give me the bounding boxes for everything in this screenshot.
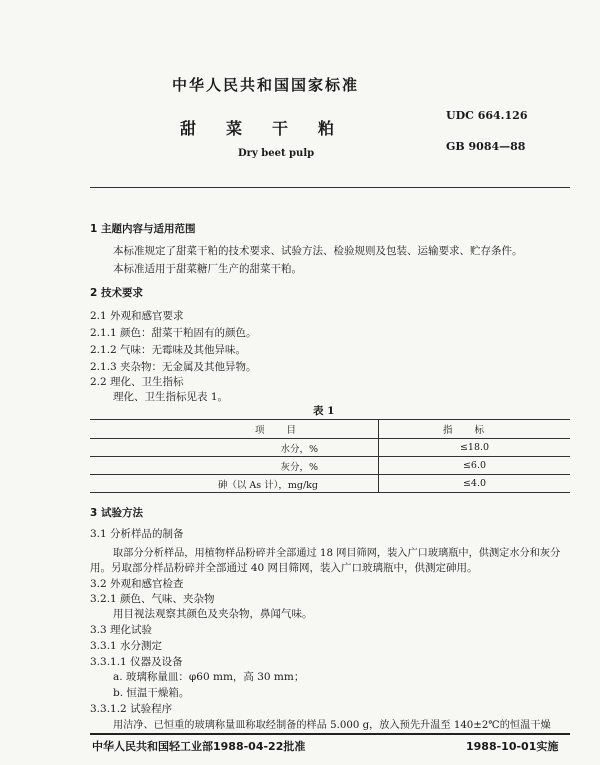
clause-2-1-3: 2.1.3 夹杂物：无金属及其他异物。 xyxy=(90,361,257,373)
table-cell-value: ≤4.0 xyxy=(379,475,571,493)
clause-3-3-1-1: 3.3.1.1 仪器及设备 xyxy=(90,656,183,668)
header-divider xyxy=(90,187,570,188)
clause-3-1-paragraph-2: 用。另取部分样品粉碎并全部通过 40 网目筛网，装入广口玻璃瓶中，供测定砷用。 xyxy=(90,562,478,574)
section-2-heading: 2 技术要求 xyxy=(90,287,143,299)
clause-2-1-2: 2.1.2 气味：无霉味及其他异味。 xyxy=(90,344,247,356)
table-cell-value: ≤6.0 xyxy=(379,457,571,475)
section-3-heading: 3 试验方法 xyxy=(90,507,143,519)
clause-3-2-1-paragraph: 用目视法观察其颜色及夹杂物，鼻闻气味。 xyxy=(113,608,313,620)
table-cell-item: 灰分，% xyxy=(90,457,379,475)
clause-3-3-1-2-paragraph: 用洁净、已恒重的玻璃称量皿称取经制备的样品 5.000 g，放入预先升温至 140±2℃的恒温干燥 xyxy=(113,720,551,731)
clause-3-3-1-1-item-a: a. 玻璃称量皿：φ60 mm，高 30 mm； xyxy=(113,671,305,683)
clause-3-2: 3.2 外观和感官检查 xyxy=(90,578,184,590)
table-header-value: 指标 xyxy=(379,420,571,439)
spec-table xyxy=(90,419,570,493)
udc-number: UDC 664.126 xyxy=(446,109,528,122)
clause-3-3-1: 3.3.1 水分测定 xyxy=(90,640,163,652)
table-cell-value: ≤18.0 xyxy=(379,439,571,457)
clause-2-2: 2.2 理化、卫生指标 xyxy=(90,376,184,388)
section-1-heading: 1 主题内容与适用范围 xyxy=(90,223,196,235)
clause-3-3-1-2: 3.3.1.2 试验程序 xyxy=(90,703,173,715)
clause-3-3-1-1-item-b: b. 恒温干燥箱。 xyxy=(113,687,190,699)
clause-2-1-1: 2.1.1 颜色：甜菜干粕固有的颜色。 xyxy=(90,327,257,339)
section-1-paragraph-1: 本标准规定了甜菜干粕的技术要求、试验方法、检验规则及包装、运输要求、贮存条件。 xyxy=(113,245,523,257)
table-row xyxy=(90,439,570,457)
clause-3-1: 3.1 分析样品的制备 xyxy=(90,528,184,540)
effective-date: 1988-10-01实施 xyxy=(466,740,559,753)
table-row xyxy=(90,475,570,493)
footer-divider xyxy=(90,733,570,735)
clause-3-2-1: 3.2.1 颜色、气味、夹杂物 xyxy=(90,593,215,605)
approval-note: 中华人民共和国轻工业部1988-04-22批准 xyxy=(92,740,306,753)
section-1-paragraph-2: 本标准适用于甜菜糖厂生产的甜菜干粕。 xyxy=(113,263,302,275)
clause-2-1: 2.1 外观和感官要求 xyxy=(90,310,184,322)
table-cell-item: 砷（以 As 计），mg/kg xyxy=(90,475,379,493)
table-caption: 表 1 xyxy=(313,405,335,417)
table-row xyxy=(90,457,570,475)
clause-3-1-paragraph-1: 取部分分析样品，用植物样品粉碎并全部通过 18 网目筛网，装入广口玻璃瓶中，供测定水分和灰分 xyxy=(113,548,561,559)
table-cell-item: 水分，% xyxy=(90,439,379,457)
clause-3-3: 3.3 理化试验 xyxy=(90,624,153,636)
clause-2-2-paragraph: 理化、卫生指标见表 1。 xyxy=(113,391,229,403)
table-header-row xyxy=(90,420,570,439)
english-title: Dry beet pulp xyxy=(238,148,315,159)
gb-number: GB 9084—88 xyxy=(446,140,526,153)
document-title: 甜菜干粕 xyxy=(180,119,365,138)
national-standard-title: 中华人民共和国国家标准 xyxy=(172,76,360,94)
table-header-item: 项目 xyxy=(90,420,379,439)
